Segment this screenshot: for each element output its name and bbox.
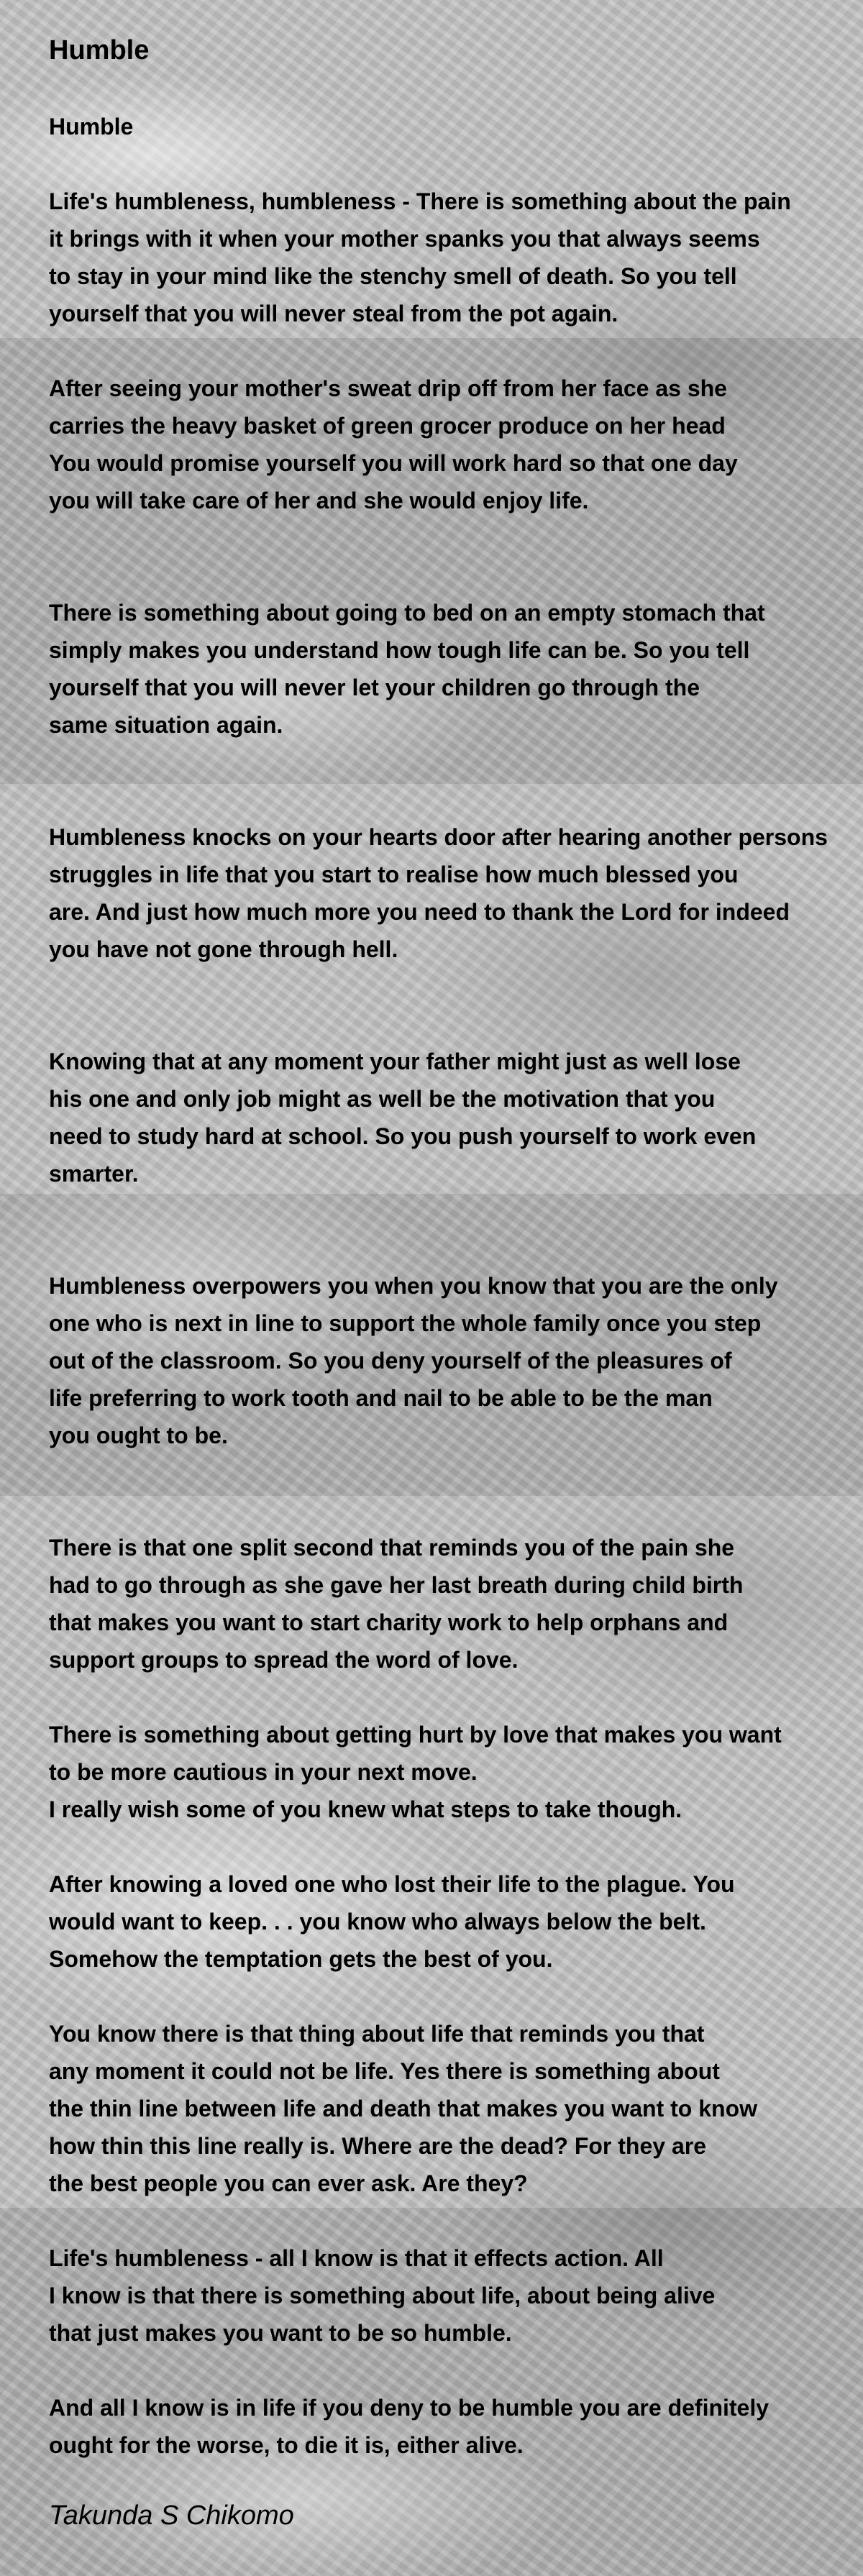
poem-line: need to study hard at school. So you push yourself to work even <box>49 1123 757 1149</box>
poem-line: carries the heavy basket of green grocer produce on her head <box>49 413 726 439</box>
poem-line: that makes you want to start charity work to help orphans and <box>49 1609 729 1635</box>
poem-line: Knowing that at any moment your father might just as well lose <box>49 1049 741 1074</box>
poem-line: Life's humbleness, humbleness - There is something about the pain <box>49 188 791 214</box>
stanza <box>49 183 847 332</box>
poem-line: the thin line between life and death that makes you want to know <box>49 2096 758 2121</box>
stanza <box>49 370 847 519</box>
poem-line: There is something about getting hurt by love that makes you want <box>49 1722 782 1748</box>
poem-line: you will take care of her and she would enjoy life. <box>49 488 589 513</box>
stanza <box>49 1716 847 1828</box>
poem-line: one who is next in line to support the whole family once you step <box>49 1310 762 1336</box>
poem-line: would want to keep. . . you know who always below the belt. <box>49 1909 706 1935</box>
poem-line: life preferring to work tooth and nail to be able to be the man <box>49 1385 713 1411</box>
poem-line: I really wish some of you knew what steps to take though. <box>49 1796 682 1822</box>
poem-line: same situation again. <box>49 712 283 738</box>
poem-line: Life's humbleness - all I know is that it effects action. All <box>49 2245 664 2271</box>
stanza <box>49 1529 847 1678</box>
stanza-gap <box>49 2352 847 2389</box>
poem-line: Humbleness overpowers you when you know that you are the only <box>49 1273 778 1299</box>
stanza-gap <box>49 968 847 1043</box>
poem-line: simply makes you understand how tough life can be. So you tell <box>49 637 750 663</box>
stanza-gap <box>49 519 847 594</box>
stanza <box>49 2389 847 2464</box>
poem-line: any moment it could not be life. Yes there is something about <box>49 2058 720 2084</box>
poem-line: are. And just how much more you need to thank the Lord for indeed <box>49 899 790 925</box>
stanza-gap <box>49 1678 847 1716</box>
poem-line: And all I know is in life if you deny to be humble you are definitely <box>49 2395 770 2421</box>
poem-subtitle: Humble <box>49 114 134 140</box>
stanza-gap <box>49 1978 847 2015</box>
stanza-gap <box>49 1454 847 1529</box>
poem-line: You know there is that thing about life that reminds you that <box>49 2021 705 2047</box>
stanza-gap <box>49 2202 847 2239</box>
stanza <box>49 1043 847 1192</box>
poem-line: You would promise yourself you will work hard so that one day <box>49 450 738 476</box>
poem-line: the best people you can ever ask. Are they? <box>49 2170 528 2196</box>
poem-line: I know is that there is something about life, about being alive <box>49 2283 716 2308</box>
stanza <box>49 1865 847 1978</box>
poem-line: yourself that you will never let your children go through the <box>49 675 700 700</box>
poem-line: There is that one split second that reminds you of the pain she <box>49 1535 735 1561</box>
poem-line: After knowing a loved one who lost their life to the plague. You <box>49 1871 735 1897</box>
poem-line: how thin this line really is. Where are the dead? For they are <box>49 2133 706 2159</box>
stanza <box>49 2239 847 2352</box>
poem-line: out of the classroom. So you deny yourself of the pleasures of <box>49 1348 732 1374</box>
poem-line: After seeing your mother's sweat drip off from her face as she <box>49 375 727 401</box>
poem-line: that just makes you want to be so humble. <box>49 2320 512 2346</box>
poem-line: Humbleness knocks on your hearts door after hearing another persons <box>49 824 828 850</box>
poem-line: struggles in life that you start to realise how much blessed you <box>49 862 739 887</box>
stanza-gap <box>49 332 847 370</box>
poem-line: to be more cautious in your next move. <box>49 1759 478 1785</box>
poem-body <box>49 108 847 2464</box>
stanza <box>49 1267 847 1454</box>
stanza-gap <box>49 1192 847 1267</box>
poem-line: had to go through as she gave her last breath during child birth <box>49 1572 744 1598</box>
stanza-gap <box>49 744 847 818</box>
poem-line: you ought to be. <box>49 1422 228 1448</box>
poem-line: you have not gone through hell. <box>49 936 398 962</box>
poem-line: support groups to spread the word of love. <box>49 1647 519 1673</box>
poem-line: ought for the worse, to die it is, either alive. <box>49 2432 524 2458</box>
poem-line: to stay in your mind like the stenchy smell of death. So you tell <box>49 263 737 289</box>
stanza <box>49 594 847 744</box>
poem-line: There is something about going to bed on an empty stomach that <box>49 600 765 626</box>
stanza <box>49 2015 847 2202</box>
poem-line: Somehow the temptation gets the best of you. <box>49 1946 553 1972</box>
poem-line: it brings with it when your mother spanks you that always seems <box>49 226 760 252</box>
page-title: Humble <box>49 35 150 65</box>
poem-line: his one and only job might as well be the motivation that you <box>49 1086 716 1112</box>
poem-line: yourself that you will never steal from the pot again. <box>49 301 618 326</box>
stanza <box>49 818 847 968</box>
author-name: Takunda S Chikomo <box>49 2500 294 2531</box>
stanza-gap <box>49 1828 847 1865</box>
poem-line: smarter. <box>49 1161 139 1187</box>
